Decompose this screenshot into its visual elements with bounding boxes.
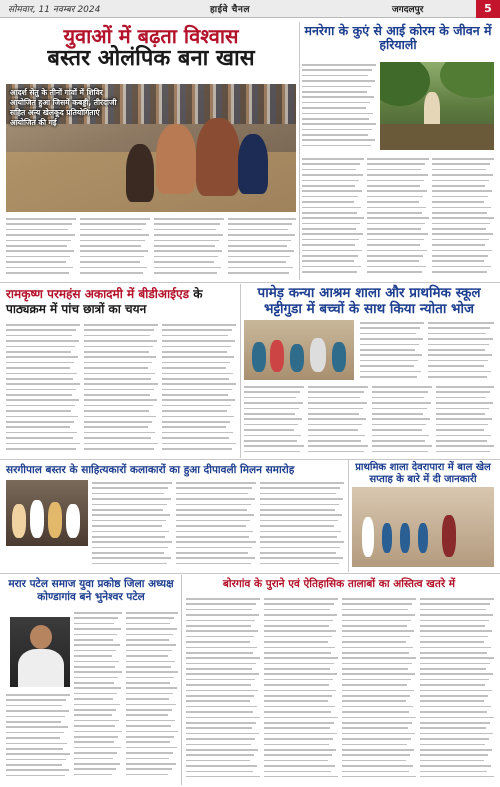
story5-column-2 — [176, 480, 256, 570]
story4-column-2 — [428, 320, 494, 380]
story1-caption: आदर्श सेतु के तीनों गांवों में शिविर आयोजित हुआ जिसमें कबड्डी, तीरंदाजी सहित अन्य खेलकूद प्रतियोगिताएं आयोजित की गई — [10, 88, 117, 127]
story2-headline: मनरेगा के कुएं से आई कोरम के जीवन में हरियाली — [304, 23, 492, 52]
publication-name: हाईवे चैनल — [210, 5, 250, 15]
story3-column-1 — [6, 322, 80, 456]
story6-headline: प्राथमिक शाला देवरापारा में बाल खेल सप्ताह के बारे में दी जानकारी — [355, 462, 491, 485]
story5-column-1 — [92, 480, 172, 570]
story7-column-1 — [74, 610, 122, 782]
story1-headline — [6, 26, 296, 70]
story5-photo — [6, 480, 88, 546]
story4-column-5 — [372, 384, 432, 456]
story2-column-2 — [302, 156, 364, 280]
story8-column-1 — [186, 596, 260, 782]
story1-headline-line1: युवाओं में बढ़ता विश्वास — [63, 24, 239, 48]
story5-headline: सरगीपाल बस्तर के साहित्यकारों कलाकारों का हुआ दीपावली मिलन समारोह — [6, 464, 295, 476]
story1-column-3 — [154, 216, 224, 280]
story2-photo — [380, 62, 494, 150]
story1-column-2 — [80, 216, 150, 280]
story8-column-2 — [264, 596, 338, 782]
story1-column-1 — [6, 216, 76, 280]
story4-column-1 — [360, 320, 424, 380]
story4-column-6 — [436, 384, 494, 456]
story7-headline: मरार पटेल समाज युवा प्रकोष्ठ जिला अध्यक्ष कोण्डागांव बने भुनेश्वर पटेल — [8, 578, 174, 603]
page-header — [0, 0, 500, 18]
story7-column-3 — [6, 692, 70, 782]
story2-column-1 — [302, 62, 376, 152]
story2-column-4 — [432, 156, 494, 280]
story3-headline — [6, 287, 236, 317]
story8-column-4 — [420, 596, 494, 782]
story4-headline: पामेड़ कन्या आश्रम शाला और प्राथमिक स्कूल भट्टीगुडा में बच्चों के साथ किया न्योता भोज — [257, 285, 481, 317]
story1-column-4 — [228, 216, 296, 280]
story3-column-2 — [84, 322, 158, 456]
edition-city: जगदलपुर — [392, 5, 424, 15]
story6-photo — [352, 487, 494, 567]
story3-column-3 — [162, 322, 236, 456]
story1-headline-line2: बस्तर ओलंपिक बना खास — [47, 46, 255, 71]
story4-column-3 — [244, 384, 304, 456]
story2-column-3 — [367, 156, 429, 280]
story5-column-3 — [260, 480, 344, 570]
story7-column-2 — [126, 610, 178, 782]
page-number: 5 — [476, 0, 500, 18]
story3-headline-red: रामकृष्ण परमहंस अकादमी में बीडीआईएड — [6, 287, 190, 301]
story3-headline-rest: के पाठ्यक्रम में पांच छात्रों का चयन — [6, 287, 203, 316]
story7-photo — [10, 617, 70, 687]
story8-headline: बोरगांव के पुराने एवं ऐतिहासिक तालाबों का अस्तित्व खतरे में — [222, 578, 456, 590]
story4-column-4 — [308, 384, 368, 456]
issue-date: सोमवार, 11 नवम्बर 2024 — [8, 5, 101, 15]
story8-column-3 — [342, 596, 416, 782]
story4-photo — [244, 320, 354, 380]
